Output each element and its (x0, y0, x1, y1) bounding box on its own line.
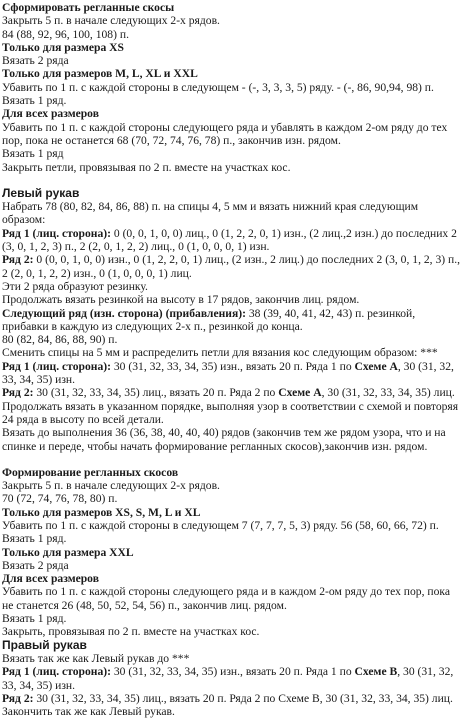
row-instruction (2, 253, 464, 280)
instruction-line: Закончить так же как Левый рукав. (2, 705, 175, 718)
instruction-line: Вязать 1 ряд. (2, 94, 67, 108)
instruction-paragraph: Продолжать вязать в указанном порядке, выполняя узор в соответствии с схемой и повторяя 24 ряда в высоту по всей детали. (2, 399, 459, 426)
row-instruction (2, 386, 464, 399)
scheme-reference: Схеме В (354, 665, 398, 679)
row-text: 30 (31, 32, 33, 34, 35) лиц., вязать 20 п. Ряда 2 по (33, 386, 279, 400)
row-text: 0 (0, 0, 1, 0, 0) лиц., 0 (1, 2, 2, 0, 1) изн., (2 лиц.,2 изн.) до последних 2 (3, 0, 1, 2, 3) п., 2 (2, 0, 1, 2, 2) лиц., 0 (1, 0, 0, 0, 1) изн. (2, 226, 457, 254)
instruction-paragraph: Убавить по 1 п. с каждой стороны следующего ряда и в каждом 2-ом ряду до тех пор, пока не станется 26 (48, 50, 52, 54, 56) п., закончив лиц. рядом. (2, 585, 450, 612)
section-heading-raglan-shaping: Сформировать регланные скосы (2, 1, 175, 14)
row-text: , 30 (31, 32, 33, 34, 35) лиц. (321, 386, 455, 400)
size-heading-xs-s-m-l-xl: Только для размеров XS, S, M, L и XL (2, 505, 201, 519)
row-label: Ряд 2: (2, 691, 34, 705)
row-label: Ряд 2: (2, 253, 34, 267)
row-instruction (2, 692, 464, 705)
size-heading-m-l-xl-xxl: Только для размеров M, L, XL и XXL (2, 67, 198, 81)
row-label: Следующий ряд (изн. сторона) (прибавления): (2, 306, 246, 320)
instruction-line: Вязать 1 ряд (2, 147, 64, 161)
instruction-paragraph: Убавить по 1 п. с каждой стороны следующего ряда и убавлять в каждом 2-ом ряду до тех пор, пока не останется 68 (70, 72, 74, 76, 78) п., закончив изн. рядом. (2, 120, 448, 147)
row-text: 30 (31, 32, 33, 34, 35) лиц., вязать 20 п. Ряда 2 по Схеме В, 30 (31, 32, 33, 34, 35) лиц. (33, 691, 453, 705)
row-label: Ряд 1 (лиц. сторона): (2, 359, 111, 373)
row-text: , 30 (31, 32, 33, 34, 35) изн. (2, 665, 454, 692)
row-instruction (2, 360, 464, 387)
row-label: Ряд 1 (лиц. сторона): (2, 665, 111, 679)
row-text: , 30 (31, 32, 33, 34, 35) изн. (2, 359, 454, 387)
instruction-line: Вязать 2 ряда (2, 558, 69, 572)
instruction-line: Эти 2 ряда образуют резинку. (2, 279, 148, 293)
instruction-line: Вязать 2 ряда (2, 54, 69, 68)
row-text: 38 (39, 40, 41, 42, 43) п. резинкой, прибавки в каждую из следующих 2-х п., резинкой до конца. (2, 306, 416, 333)
instruction-line: Закрыть 5 п. в начале следующих 2-х рядов. (2, 479, 220, 493)
stitch-count-line: 80 (82, 84, 86, 88, 90) п. (2, 333, 118, 347)
instruction-line: Вязать 1 ряд. (2, 612, 67, 626)
row-instruction (2, 665, 464, 692)
instruction-line: Сменить спицы на 5 мм и распределить петли для вязания кос следующим образом: *** (2, 346, 438, 360)
instruction-line: Закрыть, провязывая по 2 п. вместе на участках кос. (2, 625, 260, 639)
section-heading-raglan-forming: Формирование регланных скосов (2, 465, 179, 479)
instruction-line: Вязать так же как Левый рукав до *** (2, 651, 190, 665)
scheme-reference: Схеме А (354, 359, 398, 373)
row-text: 30 (31, 32, 33, 34, 35) изн., вязать 20 п. Ряда 1 по (110, 359, 355, 373)
instruction-line: Закрыть петли, провязывая по 2 п. вместе на участках кос. (2, 160, 291, 174)
stitch-count-line: 84 (88, 92, 96, 100, 108) п. (2, 27, 129, 41)
row-text: 30 (31, 32, 33, 34, 35) изн., вязать 20 п. Ряда 1 по (110, 665, 355, 679)
spacer (2, 453, 464, 466)
instruction-line: Продолжать вязать резинкой на высоту в 17 рядов, закончив лиц. рядом. (2, 293, 360, 307)
row-text: 0 (0, 0, 1, 0, 0) изн., 0 (1, 2, 2, 0, 1) лиц., (2 изн., 2 лиц.) до последних 2 (3, 0, 1, 2, 3) п., 2 (2, 0, 1, 2, 2) изн., 0 (1, 0, 0, 0, 1) лиц. (2, 253, 461, 280)
instruction-line: Закрыть 5 п. в начале следующих 2-х рядов. (2, 14, 220, 28)
size-heading-xxl: Только для размера XXL (2, 545, 134, 559)
size-heading-all: Для всех размеров (2, 572, 99, 586)
size-heading-xs: Только для размера XS (2, 40, 124, 54)
row-label: Ряд 2: (2, 386, 34, 400)
instruction-paragraph: Набрать 78 (80, 82, 84, 86, 88) п. на спицы 4, 5 мм и вязать нижний края следующим образом: (2, 200, 419, 227)
section-heading-right-sleeve: Правый рукав (2, 637, 87, 652)
instruction-line: Вязать 1 ряд. (2, 532, 67, 546)
row-label: Ряд 1 (лиц. сторона): (2, 226, 111, 240)
section-heading-left-sleeve: Левый рукав (2, 185, 80, 200)
instruction-line: Убавить по 1 п. с каждой стороны в следующем 7 (7, 7, 7, 5, 3) ряду. 56 (58, 60, 66, 72) п. (2, 518, 439, 532)
spacer (2, 174, 464, 187)
stitch-count-line: 70 (72, 74, 76, 78, 80) п. (2, 492, 118, 506)
row-instruction (2, 227, 464, 254)
instruction-paragraph: Вязать до выполнения 36 (36, 38, 40, 40, 40) рядов (закончив тем же рядом узора, что и на спинке и переде, чтобы начать формирование регланных скосов),закончив изн. рядом. (2, 426, 446, 453)
scheme-reference: Схеме А (278, 386, 322, 400)
row-instruction (2, 307, 464, 334)
instruction-line: Убавить по 1 п. с каждой стороны в следующем - (-, 3, 3, 3, 5) ряду. - (-, 86, 90,94, 98) п. (2, 80, 434, 94)
size-heading-all: Для всех размеров (2, 107, 99, 121)
